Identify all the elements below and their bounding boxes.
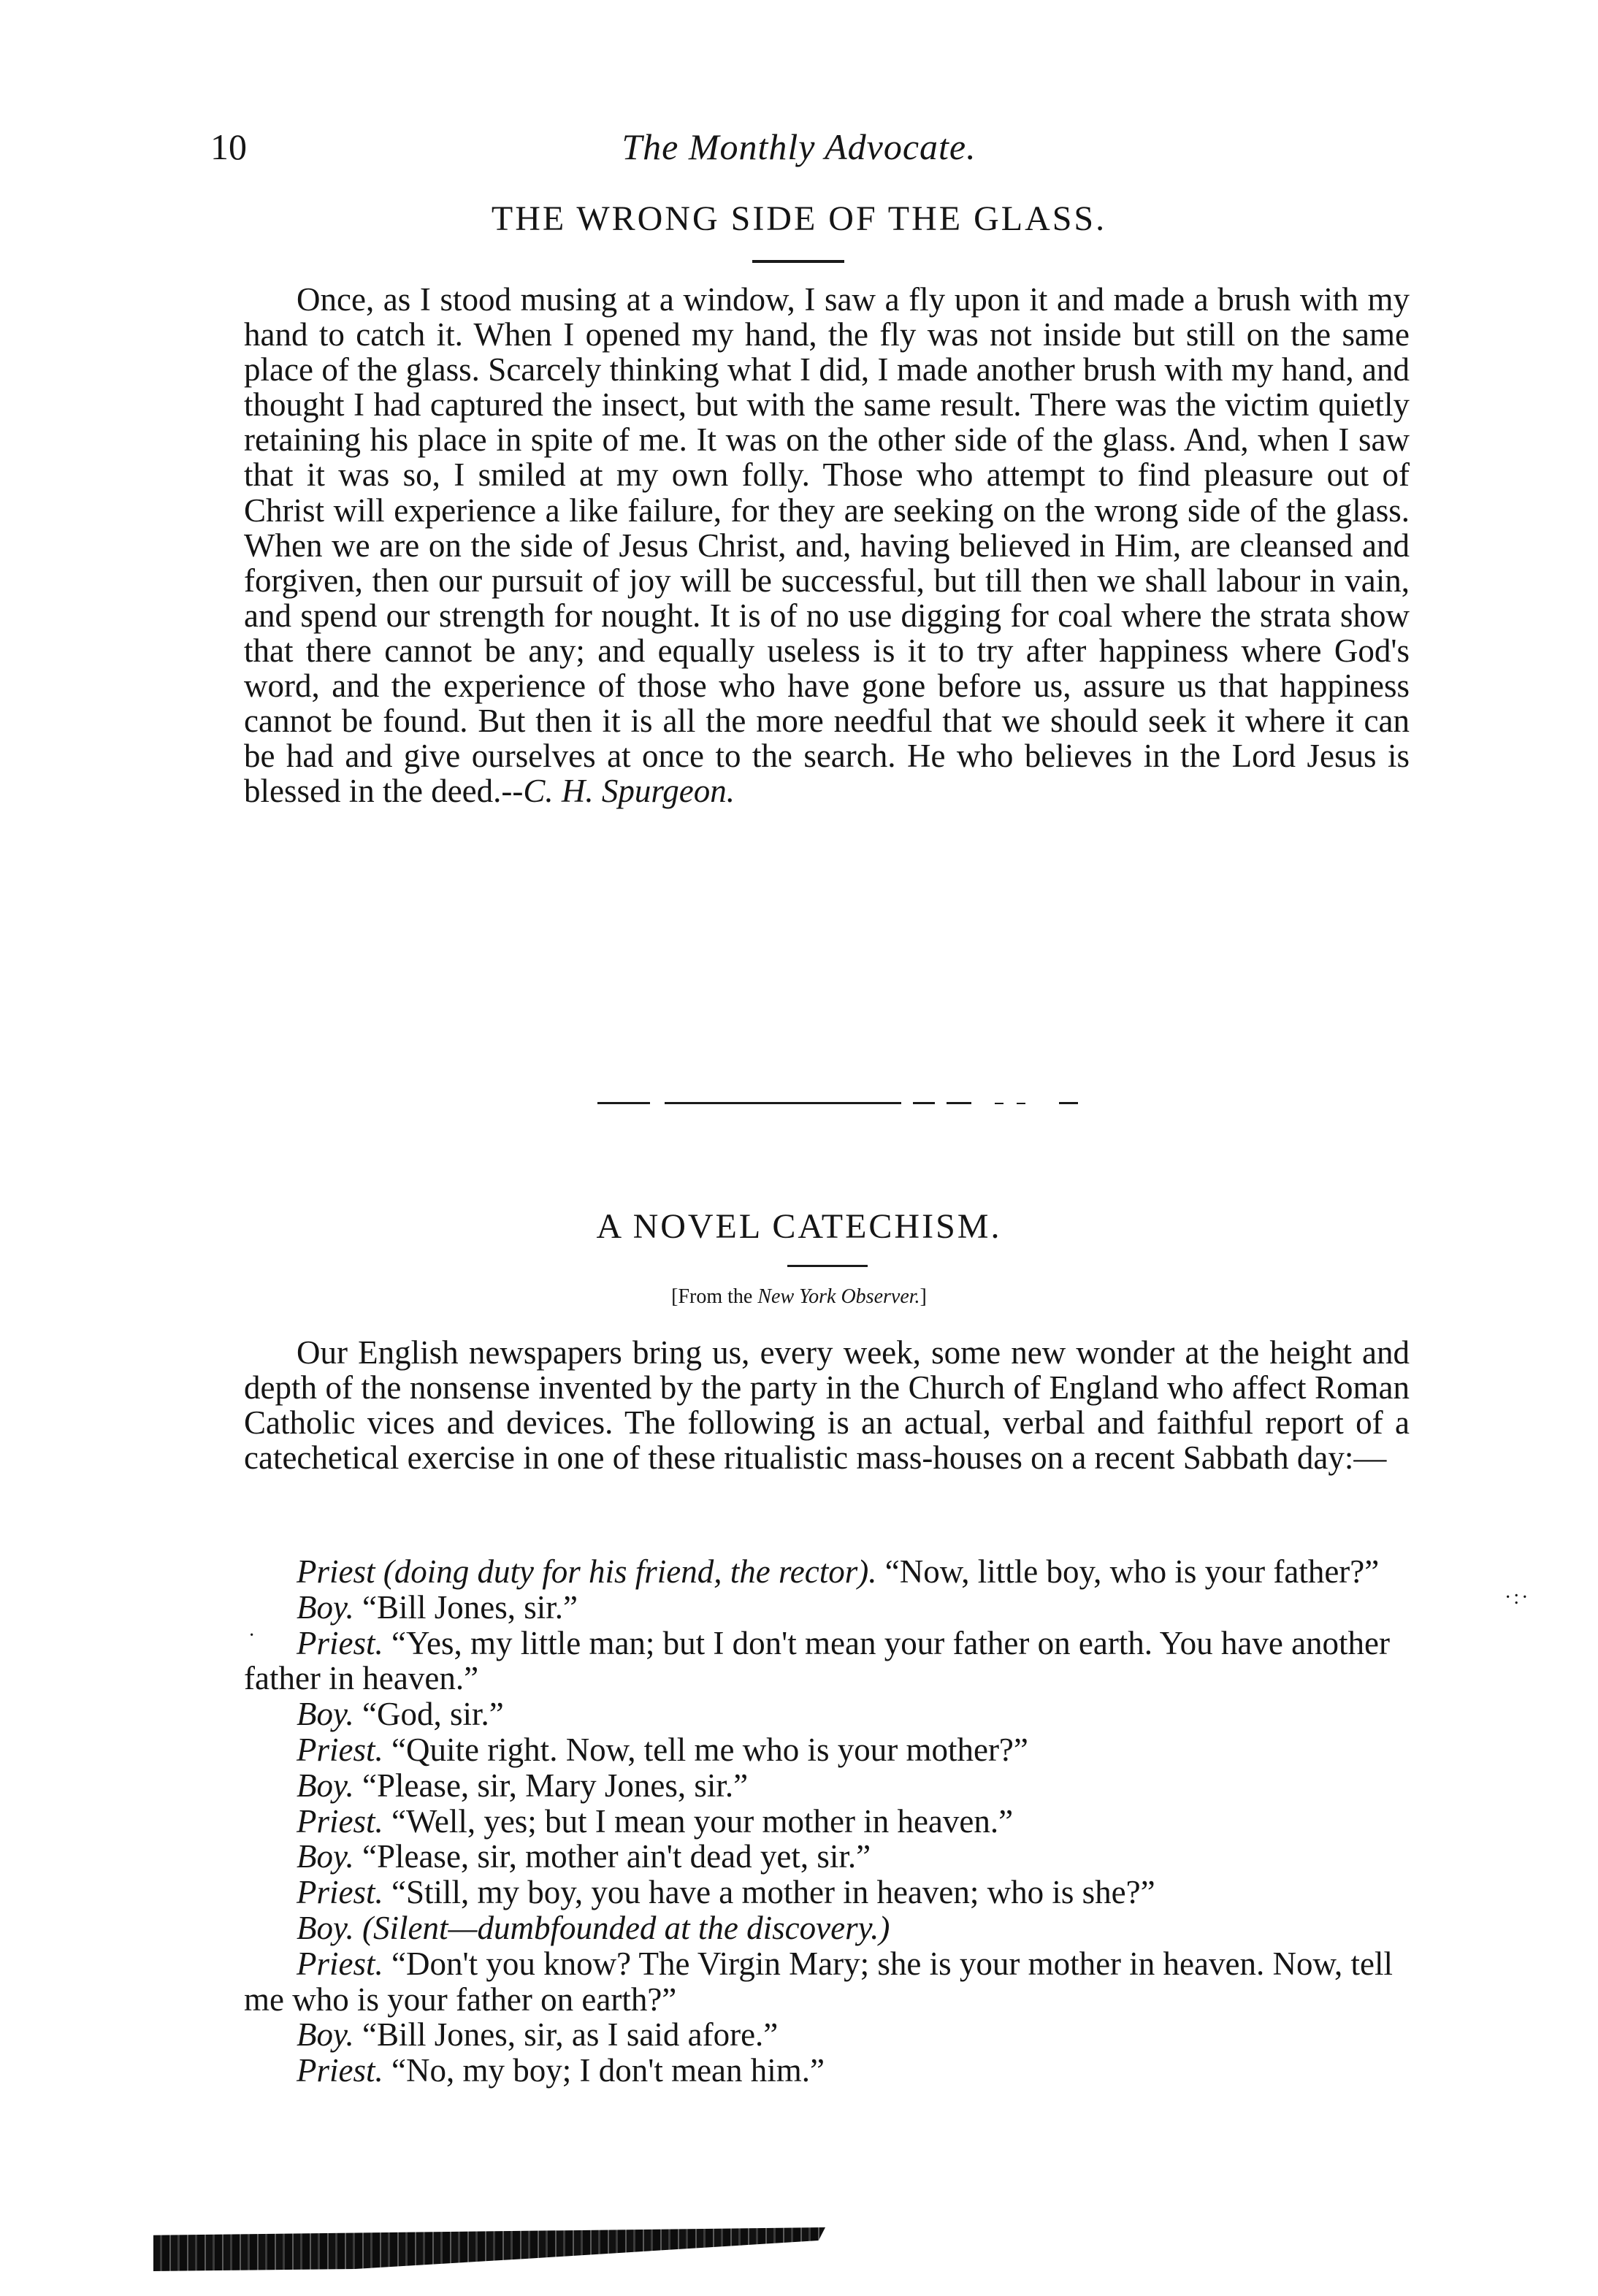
dialogue-line: [244, 1554, 1410, 1590]
dialogue-line: [244, 1590, 1410, 1626]
dialogue-speaker: Boy. (Silent—dumbfounded at the discovery.): [297, 1909, 890, 1946]
dialogue-speaker: Priest.: [297, 1731, 383, 1768]
dialogue-text: “Please, sir, Mary Jones, sir.”: [353, 1767, 749, 1804]
divider-dash: [1017, 1103, 1025, 1104]
dialogue-text: “Well, yes; but I mean your mother in heaven.”: [383, 1802, 1014, 1840]
dialogue-speaker: Boy.: [297, 1838, 354, 1875]
dialogue-text: “Yes, my little man; but I don't mean your father on earth. You have another father in heaven.”: [244, 1624, 1391, 1697]
print-smudge: [153, 2227, 825, 2271]
source-note: [0, 1285, 1598, 1309]
dialogue-speaker: Priest.: [297, 1624, 383, 1661]
dialogue-line: [244, 1839, 1410, 1875]
stray-mark: ·: [248, 1624, 256, 1647]
dialogue-speaker: Priest.: [297, 2052, 383, 2089]
dialogue-speaker: Priest (doing duty for his friend, the rector).: [297, 1553, 877, 1590]
dialogue-text: “Still, my boy, you have a mother in heaven; who is she?”: [383, 1874, 1155, 1911]
dialogue-speaker: Boy.: [297, 1588, 354, 1626]
dialogue-line: [244, 1946, 1410, 2018]
margin-dots: ·:·: [1505, 1586, 1531, 1609]
dialogue-line: [244, 2017, 1410, 2053]
running-title: The Monthly Advocate.: [622, 126, 976, 167]
dialogue-speaker: Priest.: [297, 1802, 383, 1840]
dialogue-line: [244, 1696, 1410, 1732]
dialogue-speaker: Priest.: [297, 1945, 383, 1982]
divider-dash: [947, 1102, 971, 1104]
dialogue-text: “Now, little boy, who is your father?”: [876, 1553, 1380, 1590]
dialogue-line: [244, 1732, 1410, 1768]
attribution: C. H. Spurgeon.: [523, 773, 735, 810]
dialogue-text: “No, my boy; I don't mean him.”: [383, 2052, 825, 2089]
dialogue-text: “Please, sir, mother ain't dead yet, sir.”: [353, 1838, 871, 1875]
catechism-intro: Our English newspapers bring us, every week, some new wonder at the height and depth of the nonsense invented by the party in the Church of England who affect Roman Catholic vices and devices. The following is an actual, verbal and faithful report of a catechetical exercise in one of these ritualistic mass-houses on a recent Sabbath day:—: [244, 1334, 1410, 1477]
dialogue-speaker: Priest.: [297, 1874, 383, 1911]
dialogue-line: [244, 1910, 1410, 1946]
article-title-wrong-side: THE WRONG SIDE OF THE GLASS.: [491, 199, 1107, 238]
article-body-text: Once, as I stood musing at a window, I saw a fly upon it and made a brush with my hand to catch it. When I opened my hand, the fly was not inside but still on the same place of the glass. Scarcely thinking what I did, I made another brush with my hand, and thought I had captured the insect, but with the same result. There was the victim quietly retaining his place in spite of me. It was on the other side of the glass. And, when I saw that it was so, I smiled at my own folly. Those who attempt to find pleasure out of Christ will experience a like failure, for they are seeking on the wrong side of the glass. When we are on the side of Jesus Christ, and, having believed in Him, are cleansed and forgiven, then our pursuit of joy will be successful, but till then we shall labour in vain, and spend our strength for nought. It is of no use digging for coal where the strata show that there cannot be any; and equally useless is it to try after happiness where God's word, and the experience of those who have gone before us, assure us that happiness cannot be found. But then it is all the more needful that we should seek it where it can be had and give ourselves at once to the search. He who believes in the Lord Jesus is blessed in the deed.--: [244, 281, 1410, 810]
dialogue-line: [244, 2053, 1410, 2089]
catechism-dialogue: [244, 1554, 1410, 2089]
source-publication: New York Observer.: [757, 1285, 920, 1308]
dialogue-text: “God, sir.”: [353, 1696, 504, 1733]
source-prefix: [From the: [671, 1285, 758, 1308]
dialogue-line: [244, 1875, 1410, 1910]
article-body-wrong-side: [244, 282, 1410, 808]
dialogue-line: [244, 1768, 1410, 1804]
divider-dash: [665, 1102, 901, 1104]
dialogue-line: [244, 1626, 1410, 1697]
page-number: 10: [210, 126, 247, 167]
dialogue-text: “Don't you know? The Virgin Mary; she is your mother in heaven. Now, tell me who is your father on earth?”: [244, 1945, 1394, 2018]
dialogue-speaker: Boy.: [297, 1767, 354, 1804]
divider-dash: [995, 1103, 1003, 1104]
article-title-catechism: A NOVEL CATECHISM.: [596, 1207, 1002, 1246]
dialogue-text: “Bill Jones, sir, as I said afore.”: [353, 2016, 779, 2054]
divider-dash: [1059, 1102, 1078, 1104]
title-underline: [752, 260, 844, 263]
title-underline: [787, 1265, 868, 1267]
divider-dash: [913, 1102, 935, 1104]
dialogue-speaker: Boy.: [297, 1696, 354, 1733]
dialogue-line: [244, 1804, 1410, 1840]
source-suffix: ]: [920, 1285, 927, 1308]
dialogue-text: “Quite right. Now, tell me who is your mother?”: [383, 1731, 1028, 1768]
divider-dash: [597, 1102, 650, 1104]
dialogue-text: “Bill Jones, sir.”: [353, 1588, 578, 1626]
dialogue-speaker: Boy.: [297, 2016, 354, 2054]
